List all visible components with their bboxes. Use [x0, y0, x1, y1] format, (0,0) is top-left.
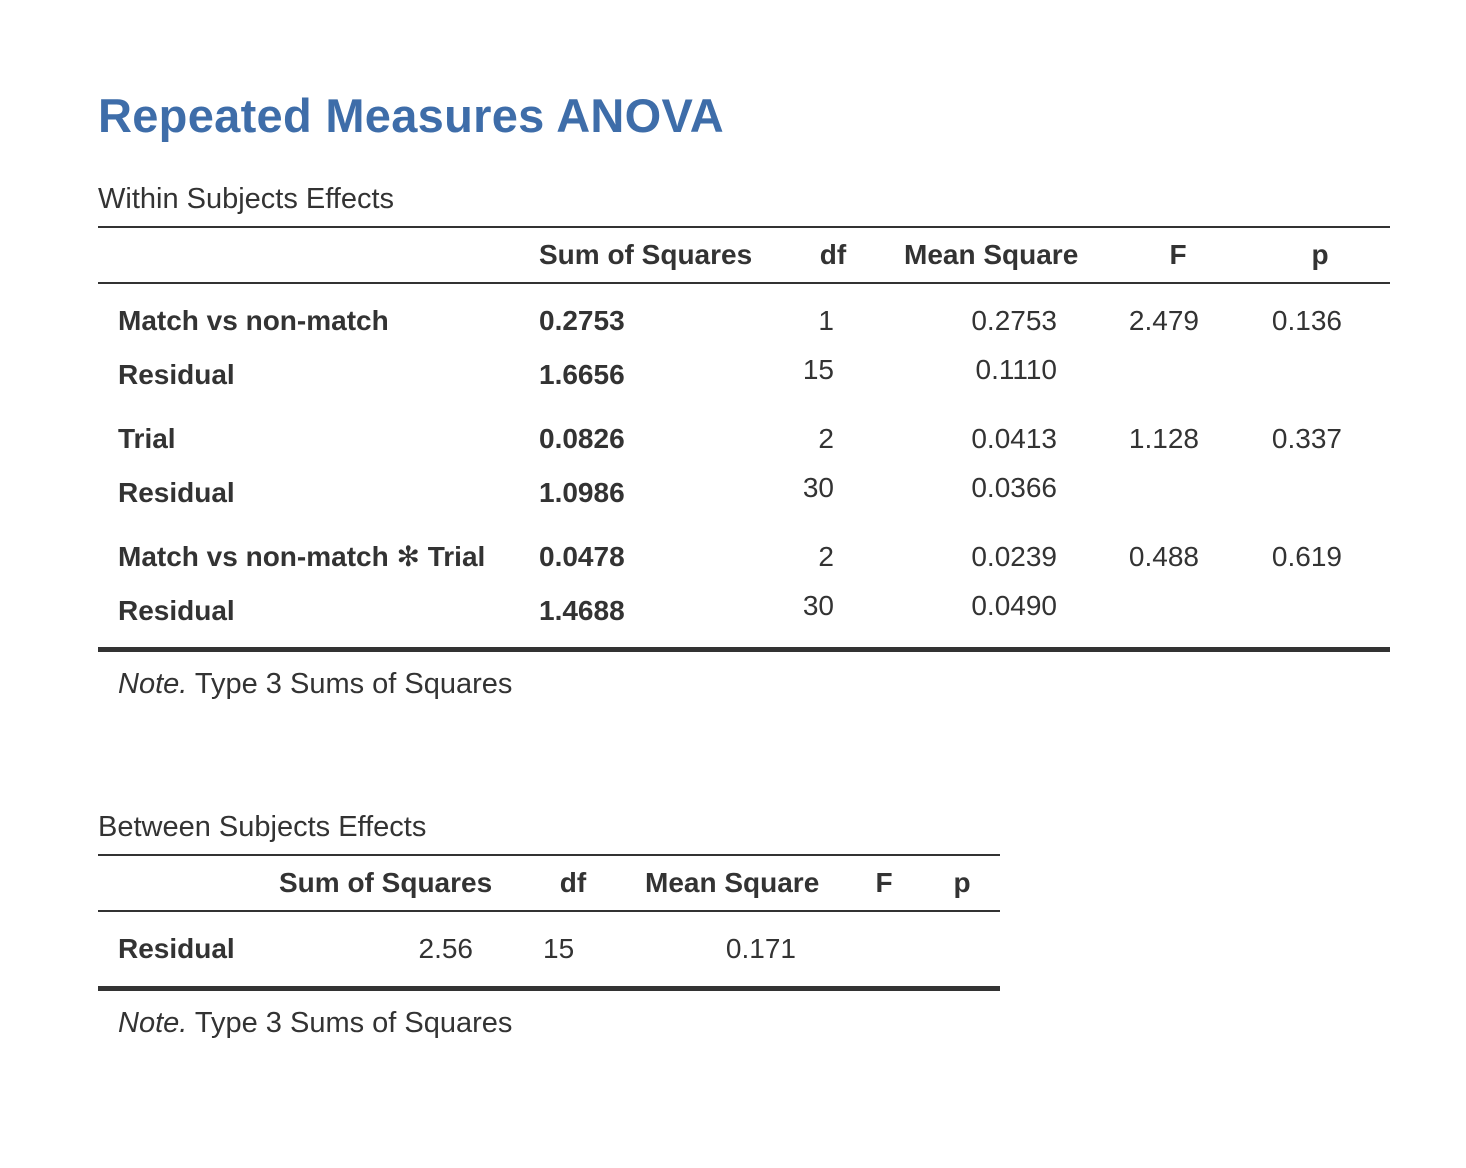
cell-sum-of-squares: 0.0826	[539, 423, 625, 454]
within-header-mean-square: Mean Square	[904, 239, 1079, 270]
row-label: Residual	[118, 595, 235, 626]
cell-p: 0.337	[1271, 423, 1342, 454]
between-top-rule	[98, 854, 1000, 856]
cell-df: 15	[802, 354, 834, 385]
within-note	[118, 666, 512, 702]
cell-sum-of-squares: 0.2753	[539, 305, 625, 336]
cell-df: 15	[543, 933, 575, 964]
between-note	[118, 1005, 512, 1041]
between-subjects-title: Between Subjects Effects	[98, 811, 427, 843]
cell-mean-square: 0.0490	[971, 590, 1057, 621]
row-label: Residual	[118, 359, 235, 390]
cell-f: 0.488	[1128, 541, 1199, 572]
row-label: Trial	[118, 423, 176, 454]
note-text: Type 3 Sums of Squares	[187, 668, 513, 700]
page-title: Repeated Measures ANOVA	[98, 89, 724, 142]
between-header-df: df	[559, 867, 587, 898]
cell-f: 1.128	[1128, 423, 1199, 454]
within-subjects-title: Within Subjects Effects	[98, 183, 395, 215]
row-label: Residual	[118, 477, 235, 508]
row-label: Match vs non-match	[118, 305, 389, 336]
cell-df: 30	[802, 590, 834, 621]
between-header-sum-of-squares: Sum of Squares	[279, 867, 493, 898]
cell-sum-of-squares: 2.56	[418, 933, 473, 964]
cell-df: 2	[818, 541, 834, 572]
note-label: Note.	[118, 668, 188, 700]
cell-mean-square: 0.171	[725, 933, 796, 964]
cell-sum-of-squares: 1.6656	[539, 359, 625, 390]
cell-df: 30	[802, 472, 834, 503]
cell-sum-of-squares: 1.4688	[539, 595, 625, 626]
cell-sum-of-squares: 1.0986	[539, 477, 625, 508]
cell-mean-square: 0.1110	[975, 354, 1057, 385]
cell-sum-of-squares: 0.0478	[539, 541, 625, 572]
row-label: Residual	[118, 933, 235, 964]
cell-mean-square: 0.2753	[971, 305, 1057, 336]
cell-mean-square: 0.0413	[971, 423, 1057, 454]
within-header-df: df	[819, 239, 847, 270]
within-top-rule	[98, 226, 1390, 228]
within-header-f: F	[1169, 239, 1187, 270]
note-label: Note.	[118, 1007, 188, 1039]
cell-mean-square: 0.0239	[971, 541, 1057, 572]
note-text: Type 3 Sums of Squares	[187, 1007, 513, 1039]
between-header-p: p	[953, 867, 971, 898]
cell-p: 0.619	[1271, 541, 1342, 572]
cell-f: 2.479	[1128, 305, 1199, 336]
within-header-p: p	[1311, 239, 1329, 270]
between-bottom-rule	[98, 986, 1000, 991]
row-label: Match vs non-match ✻ Trial	[118, 541, 486, 572]
between-header-rule	[98, 910, 1000, 912]
within-header-sum-of-squares: Sum of Squares	[539, 239, 753, 270]
cell-mean-square: 0.0366	[971, 472, 1057, 503]
within-bottom-rule	[98, 647, 1390, 652]
between-header-mean-square: Mean Square	[645, 867, 820, 898]
cell-p: 0.136	[1271, 305, 1342, 336]
cell-df: 1	[818, 305, 834, 336]
cell-df: 2	[818, 423, 834, 454]
within-header-rule	[98, 282, 1390, 284]
between-header-f: F	[875, 867, 893, 898]
